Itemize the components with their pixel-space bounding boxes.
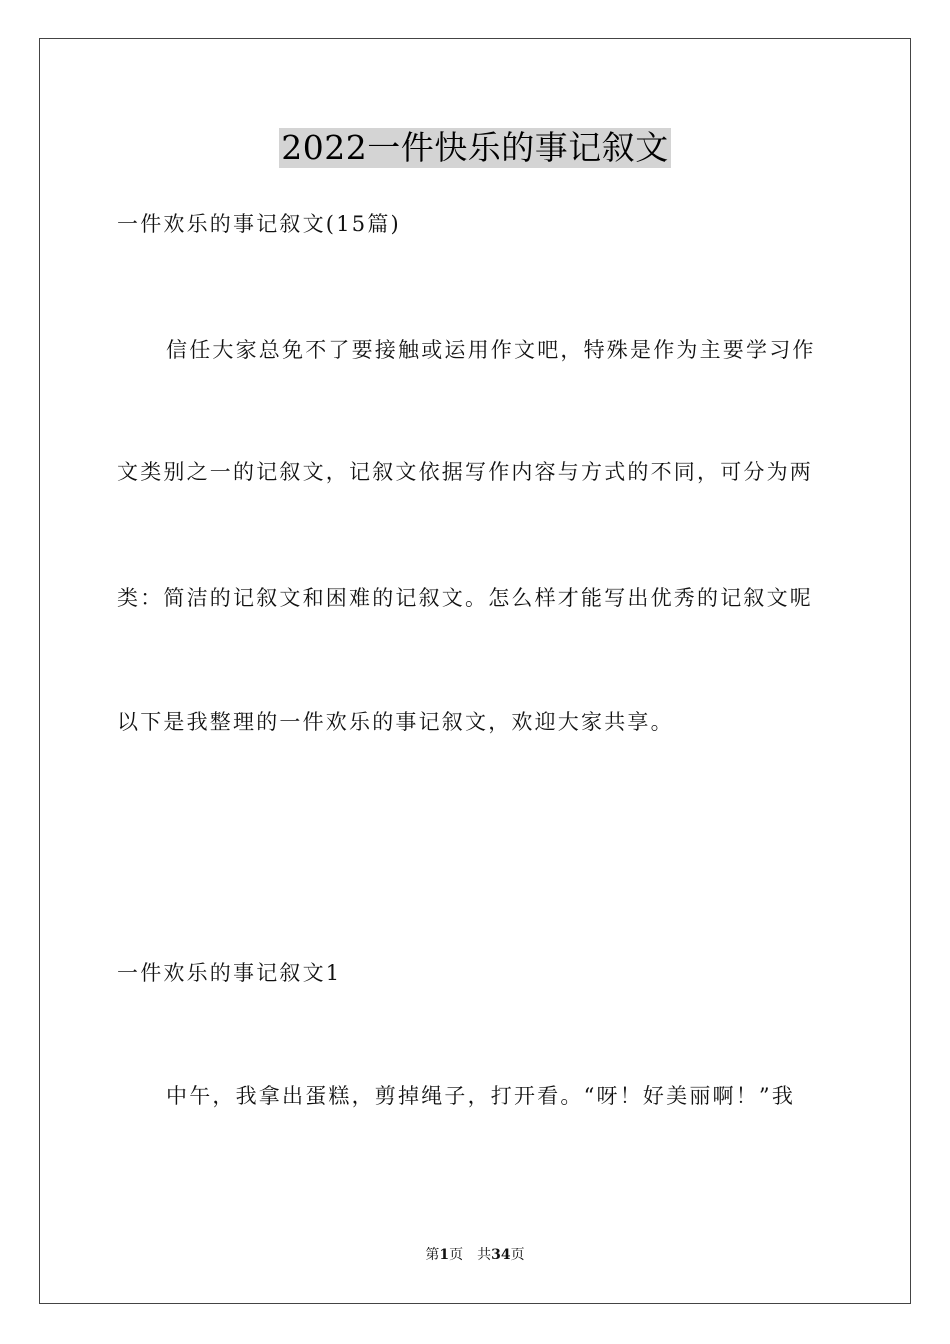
intro-line-2: 文类别之一的记叙文，记叙文依据写作内容与方式的不同，可分为两: [117, 460, 813, 484]
footer-page-unit: 页: [449, 1247, 464, 1263]
intro-line-4: 以下是我整理的一件欢乐的事记叙文，欢迎大家共享。: [117, 710, 674, 734]
document-title: 2022一件快乐的事记叙文: [281, 128, 669, 167]
footer-total-unit: 页: [510, 1247, 525, 1263]
footer-page-current: 1: [439, 1247, 450, 1263]
intro-line-3: 类：简洁的记叙文和困难的记叙文。怎么样才能写出优秀的记叙文呢: [117, 586, 813, 610]
section-paragraph-line: 中午，我拿出蛋糕，剪掉绳子，打开看。“呀！好美丽啊！”我: [166, 1084, 796, 1108]
footer-page-prefix: 第: [425, 1247, 440, 1263]
title-container: [0, 128, 950, 168]
document-subtitle: 一件欢乐的事记叙文(15篇): [117, 212, 401, 236]
intro-line-1: 信任大家总免不了要接触或运用作文吧，特殊是作为主要学习作: [166, 338, 816, 362]
footer-page-total: 34: [491, 1247, 511, 1263]
footer-total-prefix: 共: [477, 1247, 492, 1263]
page-footer: [0, 1246, 950, 1264]
section-heading: 一件欢乐的事记叙文1: [117, 961, 342, 985]
